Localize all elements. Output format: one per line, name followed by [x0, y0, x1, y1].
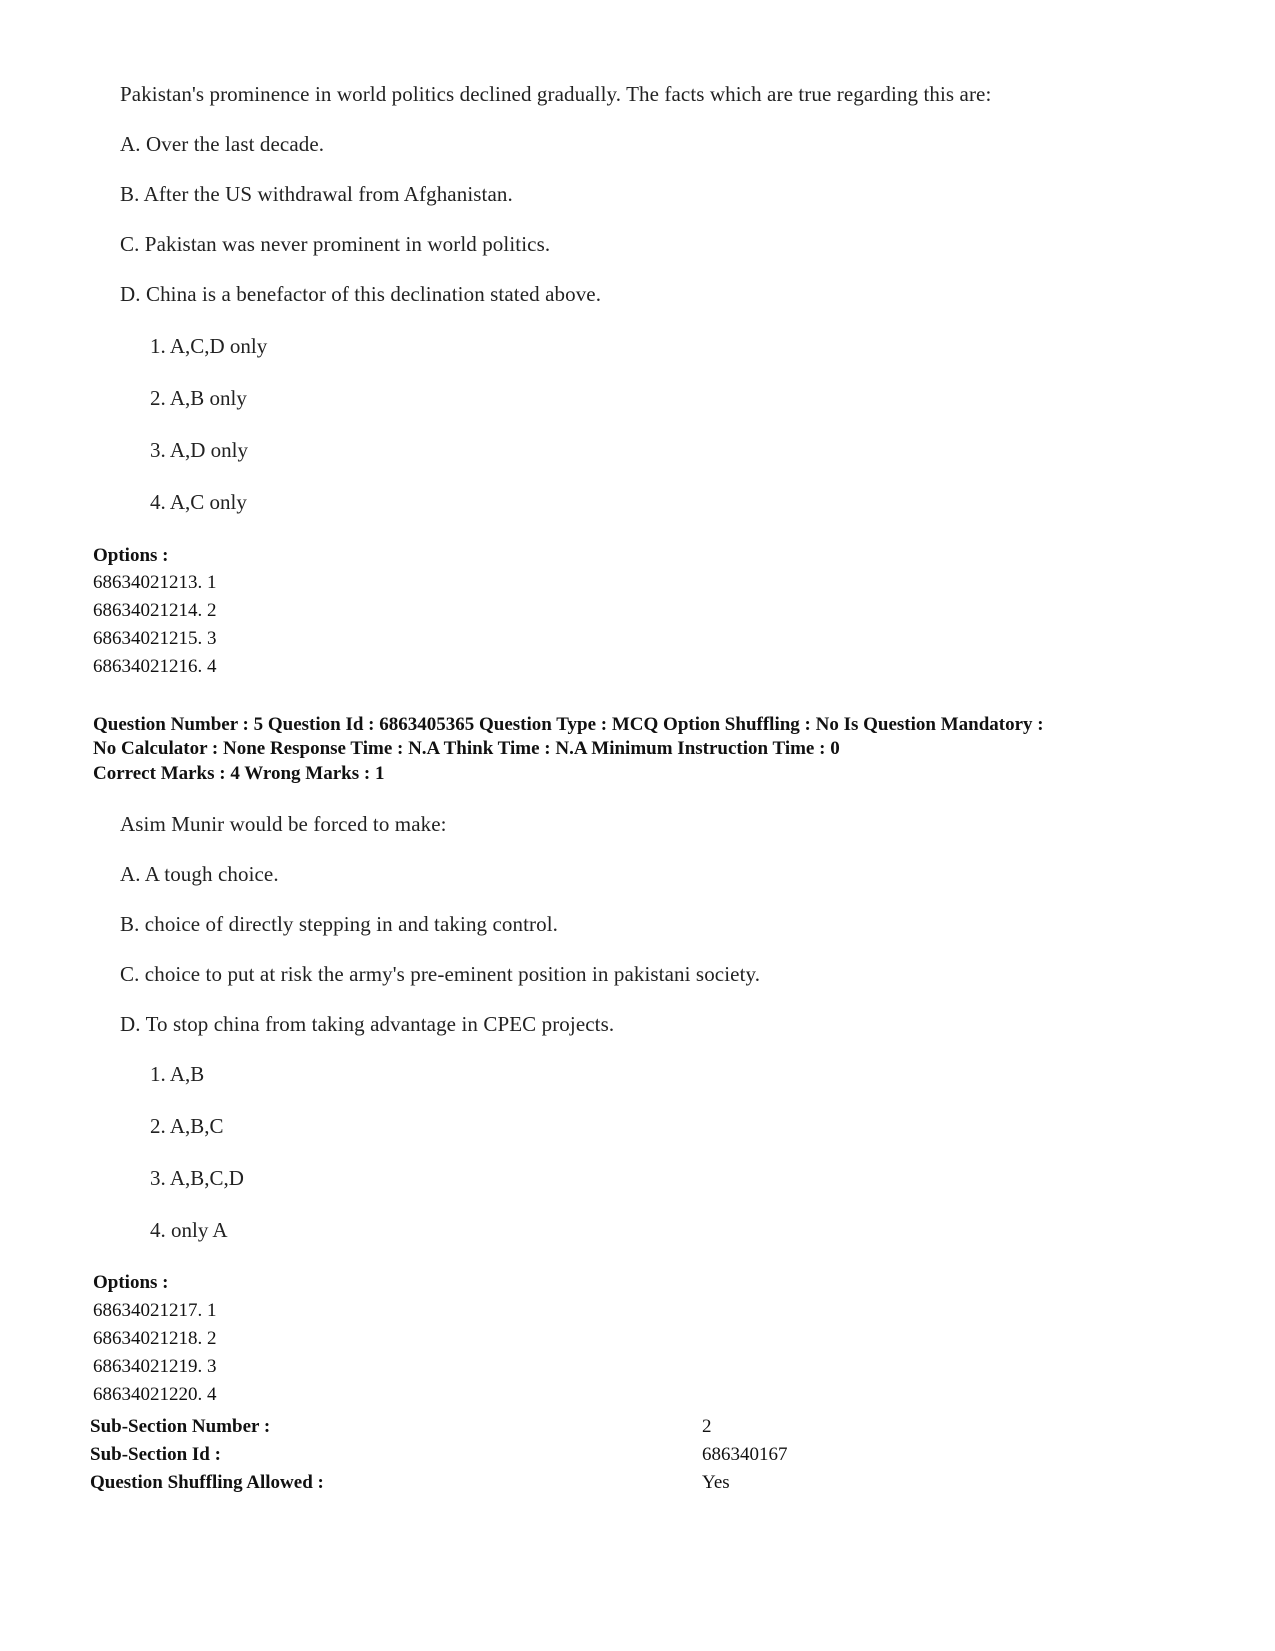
subsection-id-value: 686340167 [702, 1444, 788, 1465]
question-meta [93, 713, 1213, 761]
question-meta-line-1: Question Number : 5 Question Id : 6863405365 Question Type : MCQ Option Shuffling : No Is Question Mandatory : [93, 714, 1044, 735]
statement-b: B. choice of directly stepping in and taking control. [120, 912, 559, 936]
option-id-4: 68634021216. 4 [93, 656, 217, 677]
question-shuffling-label: Question Shuffling Allowed : [90, 1472, 324, 1493]
subsection-number-label: Sub-Section Number : [90, 1416, 271, 1437]
subsection-id-label: Sub-Section Id : [90, 1444, 221, 1465]
marks-line: Correct Marks : 4 Wrong Marks : 1 [93, 763, 385, 784]
question-shuffling-value: Yes [702, 1472, 730, 1493]
statement-b: B. After the US withdrawal from Afghanistan. [120, 182, 513, 206]
question-meta-line-2: No Calculator : None Response Time : N.A Think Time : N.A Minimum Instruction Time : 0 [93, 738, 840, 759]
option-id-1: 68634021217. 1 [93, 1300, 217, 1321]
options-heading: Options : [93, 545, 169, 566]
statement-d: D. China is a benefactor of this declination stated above. [120, 282, 602, 306]
answer-choice-3: 3. A,B,C,D [150, 1166, 244, 1190]
option-id-2: 68634021214. 2 [93, 600, 217, 621]
option-id-3: 68634021215. 3 [93, 628, 217, 649]
answer-choice-2: 2. A,B,C [150, 1114, 224, 1138]
statement-c: C. choice to put at risk the army's pre-eminent position in pakistani society. [120, 962, 761, 986]
statement-c: C. Pakistan was never prominent in world politics. [120, 232, 551, 256]
answer-choice-4: 4. A,C only [150, 490, 247, 514]
question-stem: Asim Munir would be forced to make: [120, 812, 447, 836]
answer-choice-1: 1. A,C,D only [150, 334, 268, 358]
statement-a: A. Over the last decade. [120, 132, 325, 156]
option-id-4: 68634021220. 4 [93, 1384, 217, 1405]
answer-choice-2: 2. A,B only [150, 386, 247, 410]
answer-choice-3: 3. A,D only [150, 438, 249, 462]
statement-a: A. A tough choice. [120, 862, 279, 886]
statement-d: D. To stop china from taking advantage in CPEC projects. [120, 1012, 615, 1036]
subsection-number-value: 2 [702, 1416, 712, 1437]
option-id-3: 68634021219. 3 [93, 1356, 217, 1377]
question-stem: Pakistan's prominence in world politics declined gradually. The facts which are true regarding this are: [120, 82, 992, 106]
option-id-1: 68634021213. 1 [93, 572, 217, 593]
answer-choice-4: 4. only A [150, 1218, 228, 1242]
options-heading: Options : [93, 1272, 169, 1293]
option-id-2: 68634021218. 2 [93, 1328, 217, 1349]
answer-choice-1: 1. A,B [150, 1062, 205, 1086]
